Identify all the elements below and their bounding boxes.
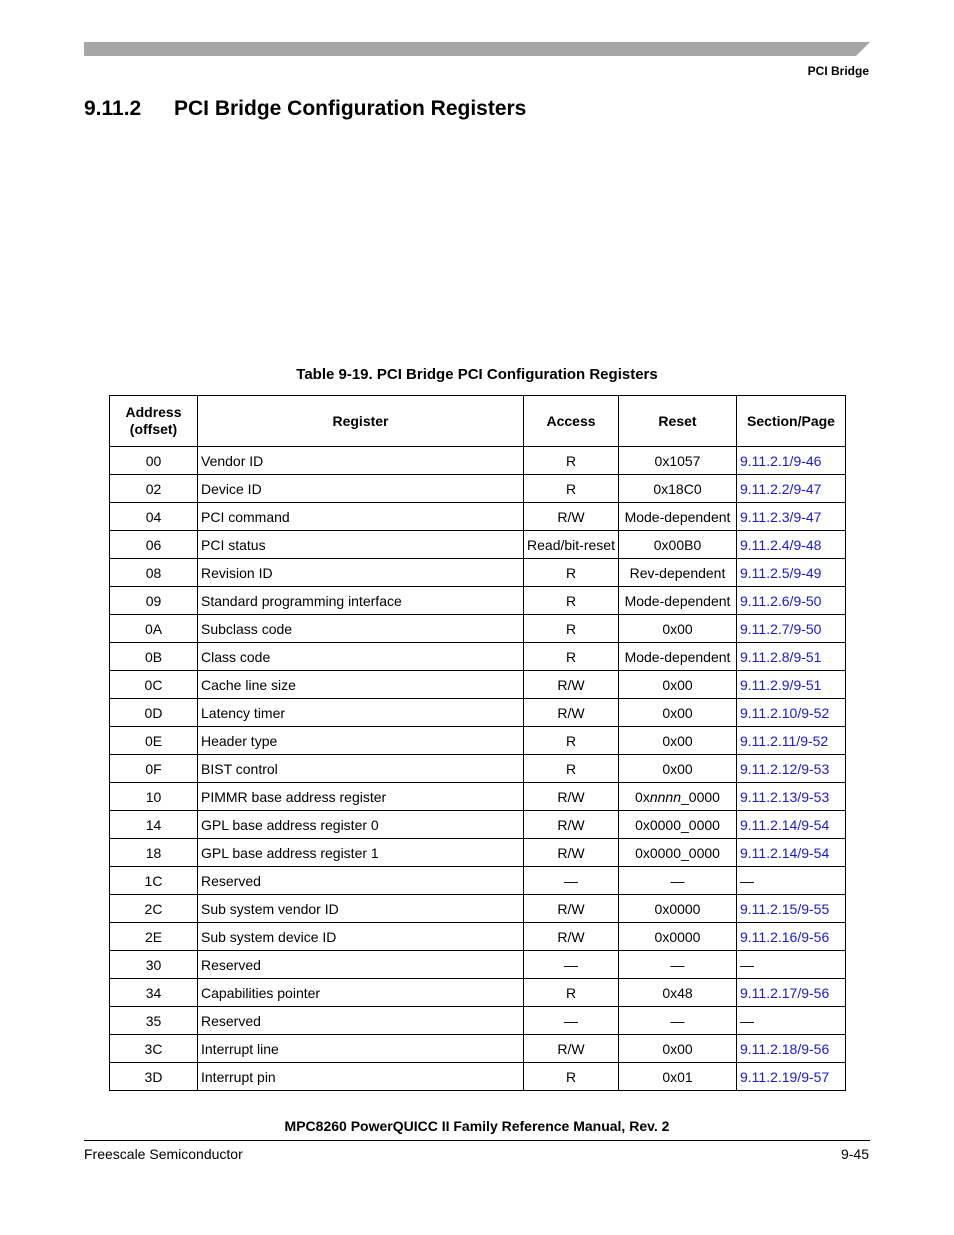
section-page-link[interactable]: 9.11.2.14/9-54 <box>737 811 846 839</box>
section-page-link[interactable]: 9.11.2.14/9-54 <box>737 839 846 867</box>
register-cell: PCI command <box>198 503 524 531</box>
section-page-link[interactable]: 9.11.2.17/9-56 <box>737 979 846 1007</box>
access-cell: R/W <box>524 839 619 867</box>
section-page-link[interactable]: 9.11.2.6/9-50 <box>737 587 846 615</box>
register-cell: Class code <box>198 643 524 671</box>
reset-cell: 0x0000_0000 <box>619 839 737 867</box>
address-cell: 04 <box>110 503 198 531</box>
register-cell: BIST control <box>198 755 524 783</box>
register-cell: Reserved <box>198 951 524 979</box>
table-row <box>110 1007 846 1035</box>
section-title: PCI Bridge Configuration Registers <box>174 97 527 120</box>
address-cell: 35 <box>110 1007 198 1035</box>
section-page-link[interactable]: 9.11.2.1/9-46 <box>737 447 846 475</box>
access-cell: R/W <box>524 503 619 531</box>
register-cell: Header type <box>198 727 524 755</box>
access-cell: R <box>524 615 619 643</box>
footer-page-number: 9-45 <box>840 1146 869 1162</box>
table-caption: Table 9-19. PCI Bridge PCI Configuration Registers <box>296 366 658 383</box>
register-cell: Subclass code <box>198 615 524 643</box>
address-cell: 02 <box>110 475 198 503</box>
address-cell: 06 <box>110 531 198 559</box>
reset-cell: Mode-dependent <box>619 503 737 531</box>
section-page-link[interactable]: 9.11.2.9/9-51 <box>737 671 846 699</box>
register-cell: Vendor ID <box>198 447 524 475</box>
reset-cell: 0x00B0 <box>619 531 737 559</box>
section-page-link[interactable]: 9.11.2.8/9-51 <box>737 643 846 671</box>
address-cell: 3C <box>110 1035 198 1063</box>
column-header-section-page: Section/Page <box>737 396 846 447</box>
access-cell: R <box>524 727 619 755</box>
section-page-link[interactable]: 9.11.2.13/9-53 <box>737 783 846 811</box>
register-cell: Reserved <box>198 867 524 895</box>
register-cell: GPL base address register 1 <box>198 839 524 867</box>
address-cell: 0D <box>110 699 198 727</box>
reset-cell: Rev-dependent <box>619 559 737 587</box>
section-page-link[interactable]: 9.11.2.15/9-55 <box>737 895 846 923</box>
section-page-link[interactable]: 9.11.2.16/9-56 <box>737 923 846 951</box>
table-row <box>110 755 846 783</box>
reset-cell: 0x18C0 <box>619 475 737 503</box>
access-cell: R <box>524 979 619 1007</box>
register-cell: Latency timer <box>198 699 524 727</box>
table-header-row <box>110 396 846 447</box>
section-page-link[interactable]: 9.11.2.18/9-56 <box>737 1035 846 1063</box>
address-cell: 18 <box>110 839 198 867</box>
access-cell: — <box>524 1007 619 1035</box>
access-cell: R/W <box>524 699 619 727</box>
footer-company: Freescale Semiconductor <box>84 1146 243 1162</box>
address-cell: 3D <box>110 1063 198 1091</box>
table-row <box>110 923 846 951</box>
register-cell: Interrupt line <box>198 1035 524 1063</box>
register-cell: GPL base address register 0 <box>198 811 524 839</box>
address-cell: 0F <box>110 755 198 783</box>
register-cell: Reserved <box>198 1007 524 1035</box>
section-page-link[interactable]: 9.11.2.10/9-52 <box>737 699 846 727</box>
table-row <box>110 559 846 587</box>
reset-cell: 0x48 <box>619 979 737 1007</box>
column-header-access: Access <box>524 396 619 447</box>
access-cell: R <box>524 447 619 475</box>
access-cell: R/W <box>524 1035 619 1063</box>
table-row <box>110 615 846 643</box>
reset-cell: Mode-dependent <box>619 587 737 615</box>
column-header-reset: Reset <box>619 396 737 447</box>
table-row <box>110 503 846 531</box>
address-cell: 09 <box>110 587 198 615</box>
access-cell: R <box>524 559 619 587</box>
section-page-link[interactable]: 9.11.2.12/9-53 <box>737 755 846 783</box>
register-cell: Revision ID <box>198 559 524 587</box>
register-cell: Cache line size <box>198 671 524 699</box>
access-cell: — <box>524 867 619 895</box>
section-page-link[interactable]: 9.11.2.11/9-52 <box>737 727 846 755</box>
reset-cell: — <box>619 1007 737 1035</box>
reset-cell: Mode-dependent <box>619 643 737 671</box>
reset-cell: 0x0000 <box>619 923 737 951</box>
address-cell: 14 <box>110 811 198 839</box>
register-cell: Standard programming interface <box>198 587 524 615</box>
column-header-address: Address (offset) <box>110 396 198 447</box>
reset-cell: 0x1057 <box>619 447 737 475</box>
reset-cell: 0x00 <box>619 671 737 699</box>
address-cell: 30 <box>110 951 198 979</box>
register-cell: PIMMR base address register <box>198 783 524 811</box>
reset-cell: 0x00 <box>619 727 737 755</box>
reset-cell: 0x01 <box>619 1063 737 1091</box>
address-cell: 00 <box>110 447 198 475</box>
table-row <box>110 671 846 699</box>
address-cell: 2C <box>110 895 198 923</box>
access-cell: R/W <box>524 783 619 811</box>
address-cell: 0C <box>110 671 198 699</box>
table-row <box>110 587 846 615</box>
access-cell: — <box>524 951 619 979</box>
access-cell: R <box>524 755 619 783</box>
table-row <box>110 811 846 839</box>
section-page-cell: — <box>737 951 846 979</box>
section-page-link[interactable]: 9.11.2.4/9-48 <box>737 531 846 559</box>
access-cell: R <box>524 475 619 503</box>
column-header-register: Register <box>198 396 524 447</box>
address-cell: 34 <box>110 979 198 1007</box>
table-row <box>110 839 846 867</box>
register-cell: Capabilities pointer <box>198 979 524 1007</box>
table-row <box>110 1035 846 1063</box>
reset-cell: — <box>619 951 737 979</box>
access-cell: Read/bit-reset <box>524 531 619 559</box>
reset-cell: — <box>619 867 737 895</box>
table-row <box>110 951 846 979</box>
access-cell: R/W <box>524 811 619 839</box>
table-row <box>110 643 846 671</box>
access-cell: R/W <box>524 895 619 923</box>
address-cell: 0B <box>110 643 198 671</box>
access-cell: R/W <box>524 671 619 699</box>
reset-cell: 0x00 <box>619 1035 737 1063</box>
section-page-cell: — <box>737 867 846 895</box>
reset-cell: 0x0000 <box>619 895 737 923</box>
access-cell: R <box>524 1063 619 1091</box>
register-cell: PCI status <box>198 531 524 559</box>
table-row <box>110 895 846 923</box>
register-cell: Sub system device ID <box>198 923 524 951</box>
address-cell: 08 <box>110 559 198 587</box>
table-row <box>110 979 846 1007</box>
running-header: PCI Bridge <box>807 64 869 78</box>
section-page-cell: — <box>737 1007 846 1035</box>
reset-cell: 0x00 <box>619 755 737 783</box>
table-row <box>110 727 846 755</box>
address-cell: 0E <box>110 727 198 755</box>
table-row <box>110 699 846 727</box>
footer-divider <box>84 1140 870 1141</box>
access-cell: R <box>524 587 619 615</box>
table-body <box>110 447 846 1091</box>
table-row <box>110 447 846 475</box>
reset-cell: 0x00 <box>619 699 737 727</box>
table-row <box>110 1063 846 1091</box>
section-page-link[interactable]: 9.11.2.2/9-47 <box>737 475 846 503</box>
reset-cell: 0xnnnn_0000 <box>619 783 737 811</box>
header-decorative-bar <box>84 42 870 56</box>
access-cell: R/W <box>524 923 619 951</box>
footer-manual-title: MPC8260 PowerQUICC II Family Reference Manual, Rev. 2 <box>284 1118 670 1134</box>
address-cell: 2E <box>110 923 198 951</box>
register-cell: Interrupt pin <box>198 1063 524 1091</box>
table-row <box>110 475 846 503</box>
section-page-link[interactable]: 9.11.2.3/9-47 <box>737 503 846 531</box>
table-row <box>110 783 846 811</box>
table-row <box>110 867 846 895</box>
reset-cell: 0x00 <box>619 615 737 643</box>
address-cell: 0A <box>110 615 198 643</box>
register-cell: Device ID <box>198 475 524 503</box>
section-heading <box>84 97 526 121</box>
register-cell: Sub system vendor ID <box>198 895 524 923</box>
address-cell: 10 <box>110 783 198 811</box>
pci-config-registers-table <box>109 395 846 1091</box>
section-number: 9.11.2 <box>84 97 142 120</box>
reset-cell: 0x0000_0000 <box>619 811 737 839</box>
section-page-link[interactable]: 9.11.2.19/9-57 <box>737 1063 846 1091</box>
address-cell: 1C <box>110 867 198 895</box>
access-cell: R <box>524 643 619 671</box>
section-page-link[interactable]: 9.11.2.5/9-49 <box>737 559 846 587</box>
table-row <box>110 531 846 559</box>
section-page-link[interactable]: 9.11.2.7/9-50 <box>737 615 846 643</box>
